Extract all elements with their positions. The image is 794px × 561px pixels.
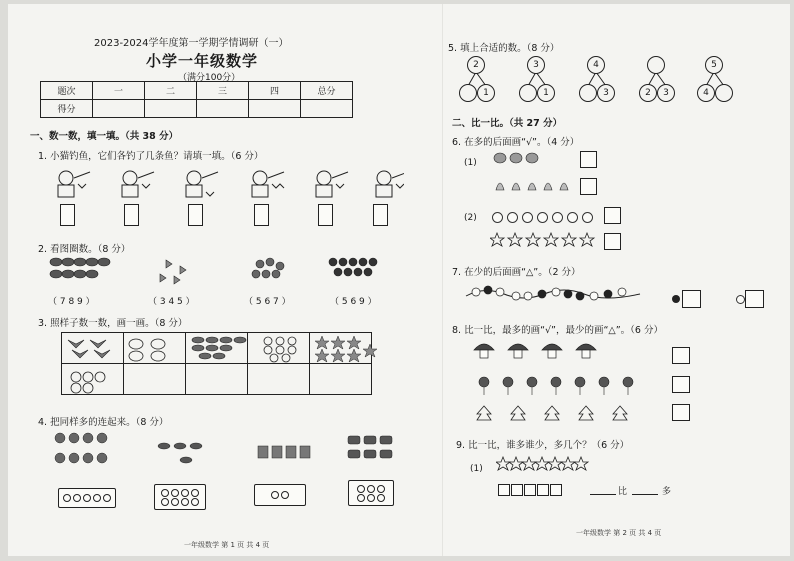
circle-shape — [537, 212, 548, 223]
answer-box[interactable] — [604, 233, 621, 250]
q6-part1-label: (1) — [464, 158, 477, 168]
square-shape — [537, 484, 549, 496]
bond-part: 1 — [537, 84, 555, 102]
white-bead-icon — [736, 295, 745, 304]
score-table — [40, 81, 353, 118]
q4-pictures — [52, 432, 412, 472]
q8-pictures — [472, 340, 642, 430]
cat-icon — [376, 171, 404, 197]
bond-blank[interactable] — [715, 84, 733, 102]
bond-blank[interactable] — [519, 84, 537, 102]
number-bond-trees — [464, 56, 794, 104]
bond-part: 1 — [477, 84, 495, 102]
answer-box[interactable] — [672, 376, 690, 393]
answer-box[interactable] — [672, 347, 690, 364]
score-cell-header: 二 — [145, 82, 197, 100]
answer-box[interactable] — [604, 207, 621, 224]
score-cell[interactable] — [93, 100, 145, 118]
full-score-note: （满分100分） — [178, 73, 241, 83]
answer-box[interactable] — [124, 204, 139, 226]
bond-blank[interactable] — [459, 84, 477, 102]
answer-box[interactable] — [580, 178, 597, 195]
bond-part: 4 — [697, 84, 715, 102]
subject-title: 小学一年级数学 — [146, 52, 259, 70]
score-cell[interactable] — [301, 100, 353, 118]
cat-icon — [252, 171, 284, 197]
square-shape — [498, 484, 510, 496]
page-footer-left: 一年级数学 第 1 页 共 4 页 — [184, 541, 270, 549]
question-3: 3. 照样子数一数，画一画。（8 分） — [38, 318, 188, 329]
answer-box[interactable] — [682, 290, 701, 308]
counter-card[interactable] — [58, 488, 116, 508]
counter-card[interactable] — [254, 484, 306, 506]
cats-fishing-illustration — [44, 166, 404, 228]
question-5: 5. 填上合适的数。（8 分） — [448, 43, 560, 54]
page-fold-divider — [442, 4, 443, 556]
mushroom-icon — [576, 344, 596, 358]
counter-card[interactable] — [348, 480, 394, 506]
circle-shape — [567, 212, 578, 223]
circle-shape — [582, 212, 593, 223]
circle-shape — [522, 212, 533, 223]
bond-blank[interactable] — [579, 84, 597, 102]
bond-top: 4 — [587, 56, 605, 74]
question-8: 8. 比一比，最多的画“√”，最少的画“△”。（6 分） — [452, 325, 663, 336]
q2-choice[interactable]: （ 3 4 5 ） — [148, 297, 195, 307]
answer-blank[interactable] — [590, 494, 616, 495]
circle-shape — [507, 212, 518, 223]
section1-heading: 一、数一数，填一填。（共 38 分） — [30, 131, 179, 142]
answer-box[interactable] — [188, 204, 203, 226]
more-word: 多 — [662, 487, 672, 497]
cat-icon — [186, 171, 218, 197]
mushroom-icon — [474, 344, 494, 358]
circle-shape — [552, 212, 563, 223]
cat-icon — [316, 171, 348, 197]
square-shape — [511, 484, 523, 496]
bond-part: 3 — [657, 84, 675, 102]
cat-icon — [58, 171, 90, 197]
answer-box[interactable] — [254, 204, 269, 226]
score-cell-label: 得分 — [41, 100, 93, 118]
bond-top: 2 — [467, 56, 485, 74]
black-bead-icon — [672, 295, 680, 303]
q2-choice[interactable]: （ 5 6 7 ） — [244, 297, 291, 307]
bond-blank[interactable] — [647, 56, 665, 74]
score-cell-header: 四 — [249, 82, 301, 100]
q2-choice[interactable]: （ 7 8 9 ） — [48, 297, 95, 307]
mushroom-icon — [508, 344, 528, 358]
score-cell[interactable] — [197, 100, 249, 118]
bond-part: 2 — [639, 84, 657, 102]
exam-sheet — [8, 4, 790, 556]
bead-string — [464, 284, 644, 304]
cat-icon — [122, 171, 154, 197]
page-footer-right: 一年级数学 第 2 页 共 4 页 — [576, 529, 662, 537]
circle-shape — [492, 212, 503, 223]
answer-blank[interactable] — [632, 494, 658, 495]
q2-choice[interactable]: （ 5 6 9 ） — [330, 297, 377, 307]
score-cell[interactable] — [249, 100, 301, 118]
answer-box[interactable] — [672, 404, 690, 421]
mushroom-icon — [542, 344, 562, 358]
q9-star-row — [496, 456, 590, 472]
school-term-heading: 2023-2024学年度第一学期学情调研（一） — [94, 38, 289, 49]
section2-heading: 二、比一比。（共 27 分） — [452, 118, 563, 129]
q6-part2-label: (2) — [464, 213, 477, 223]
q6-part1-pictures — [492, 150, 582, 196]
answer-box[interactable] — [60, 204, 75, 226]
answer-box[interactable] — [373, 204, 388, 226]
counter-card[interactable] — [154, 484, 206, 510]
star-row — [490, 232, 600, 248]
bond-top: 5 — [705, 56, 723, 74]
answer-box[interactable] — [318, 204, 333, 226]
answer-box[interactable] — [745, 290, 764, 308]
score-cell[interactable] — [145, 100, 197, 118]
question-7: 7. 在少的后面画“△”。（2 分） — [452, 267, 581, 278]
score-cell-header: 三 — [197, 82, 249, 100]
square-shape — [550, 484, 562, 496]
score-cell-header: 总分 — [301, 82, 353, 100]
q2-pictures — [48, 256, 378, 286]
compare-word: 比 — [618, 487, 628, 497]
bond-part: 3 — [597, 84, 615, 102]
bond-top: 3 — [527, 56, 545, 74]
q9-part1-label: (1) — [470, 464, 483, 474]
q3-grid-pictures — [62, 334, 378, 394]
score-cell-header: 题次 — [41, 82, 93, 100]
score-cell-header: 一 — [93, 82, 145, 100]
question-1: 1. 小猫钓鱼，它们各钓了几条鱼？请填一填。（6 分） — [38, 151, 264, 162]
answer-box[interactable] — [580, 151, 597, 168]
question-2: 2. 看图圈数。（8 分） — [38, 244, 131, 255]
question-9: 9. 比一比，谁多谁少，多几个？（6 分） — [456, 440, 630, 451]
square-shape — [524, 484, 536, 496]
question-6: 6. 在多的后面画“√”。（4 分） — [452, 137, 580, 148]
question-4: 4. 把同样多的连起来。（8 分） — [38, 417, 169, 428]
